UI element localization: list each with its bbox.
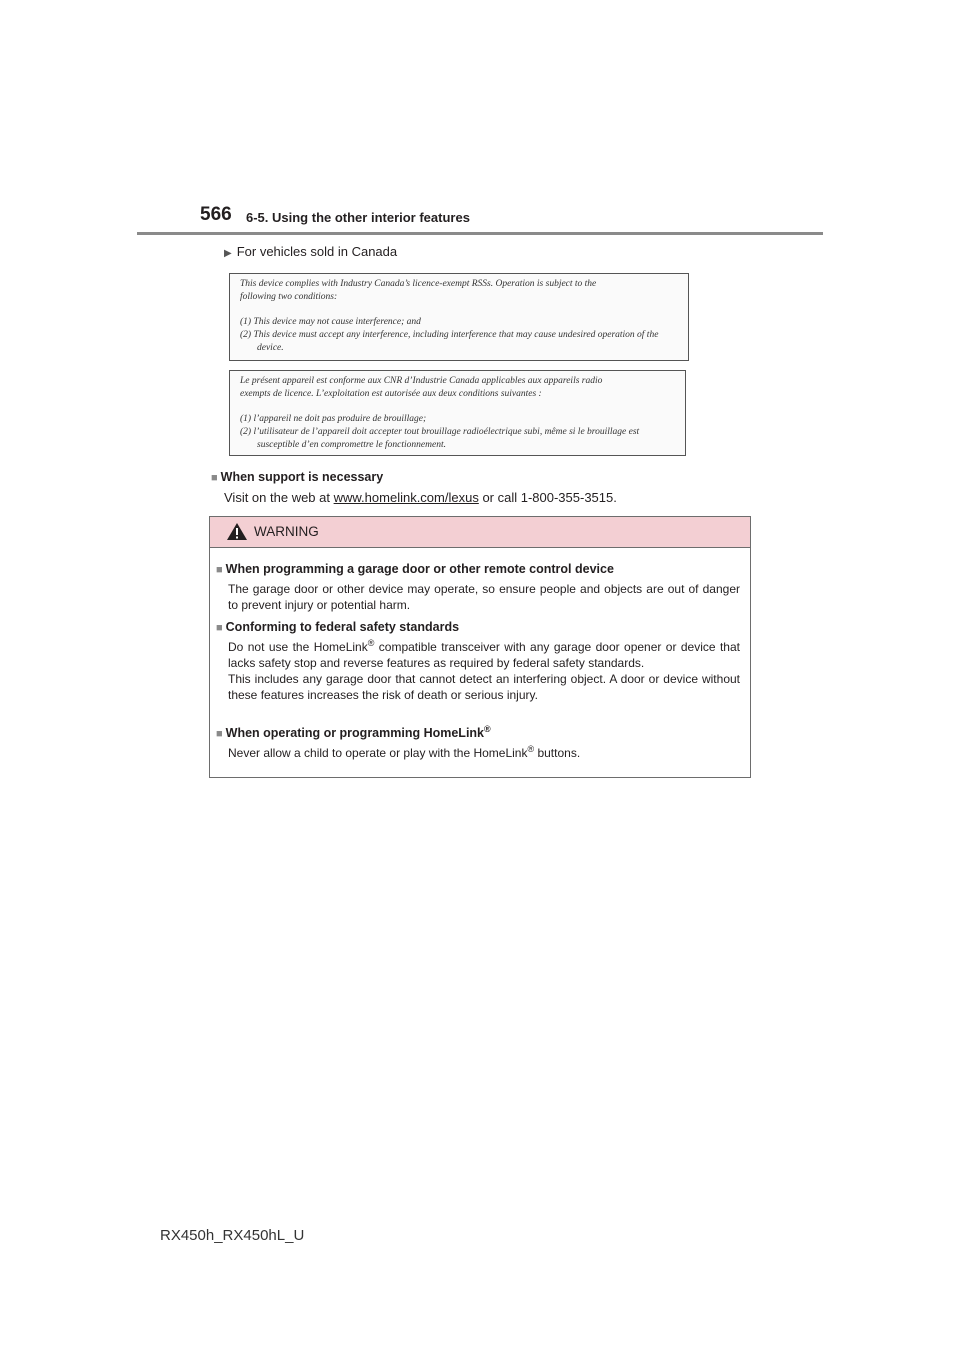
support-heading-text: When support is necessary	[220, 470, 384, 484]
registered-mark: ®	[367, 638, 375, 648]
warning-item-heading: Conforming to federal safety standards	[225, 620, 460, 634]
support-heading	[211, 470, 383, 484]
warning-item-garage-programming	[216, 561, 740, 613]
triangle-right-icon: ▶	[224, 248, 232, 259]
english-compliance-label	[229, 273, 689, 361]
french-label-intro-2: exempts de licence. L’exploitation est autorisée aux deux conditions suivantes :	[240, 389, 542, 399]
canada-heading-text: For vehicles sold in Canada	[236, 244, 398, 259]
body-text: buttons.	[534, 746, 581, 760]
registered-mark: ®	[527, 744, 535, 754]
body-text: Do not use the HomeLink	[228, 640, 368, 654]
warning-item-child-safety	[216, 725, 740, 761]
body-text: Never allow a child to operate or play with the HomeLink	[228, 746, 528, 760]
warning-item-body	[216, 745, 740, 761]
warning-triangle-icon	[226, 522, 248, 546]
warning-title: WARNING	[254, 524, 319, 539]
canada-heading	[224, 244, 397, 259]
warning-item-heading: When operating or programming HomeLink	[225, 726, 484, 740]
registered-mark: ®	[484, 723, 491, 734]
french-label-item-1: (1) l’appareil ne doit pas produire de brouillage;	[240, 414, 427, 424]
warning-item-body: The garage door or other device may operate, so ensure people and objects are out of danger to prevent injury or potential harm.	[228, 582, 740, 612]
warning-item-heading: When programming a garage door or other remote control device	[225, 562, 614, 576]
square-bullet-icon: ■	[216, 728, 223, 740]
french-label-intro-1: Le présent appareil est conforme aux CNR d’Industrie Canada applicables aux appareils radio	[240, 376, 603, 386]
section-title: 6-5. Using the other interior features	[246, 210, 470, 225]
header-rule	[137, 232, 823, 235]
english-label-intro-2: following two conditions:	[240, 292, 338, 302]
square-bullet-icon: ■	[211, 472, 218, 484]
square-bullet-icon: ■	[216, 564, 223, 576]
support-text-before: Visit on the web at	[224, 490, 334, 505]
body-text: compatible transceiver with any garage door opener or device that lacks safety stop and reverse features as required by federal safety standards.	[228, 640, 740, 670]
english-label-item-1: (1) This device may not cause interference; and	[240, 317, 421, 327]
footer-model: RX450h_RX450hL_U	[160, 1227, 305, 1244]
warning-item-body	[216, 639, 740, 671]
support-text-after: or call 1-800-355-3515.	[478, 490, 617, 505]
page-number: 566	[200, 204, 232, 225]
warning-item-federal-standards	[216, 619, 740, 703]
homelink-url-link[interactable]: www.homelink.com/lexus	[333, 490, 479, 505]
warning-header	[210, 517, 750, 548]
warning-item-body-2: This includes any garage door that cannot detect an interfering object. A door or device without these features increases the risk of death or serious injury.	[228, 672, 740, 702]
support-text	[224, 490, 617, 505]
warning-box	[209, 516, 751, 778]
english-label-intro-1: This device complies with Industry Canada’s licence-exempt RSSs. Operation is subject to the	[240, 279, 597, 289]
english-label-item-2: (2) This device must accept any interference, including interference that may cause undesired operation of the device.	[240, 330, 659, 353]
square-bullet-icon: ■	[216, 622, 223, 634]
french-label-item-2: (2) l’utilisateur de l’appareil doit accepter tout brouillage radioélectrique subi, même si le brouillage est susceptible d’en compromettre le fonctionnement.	[240, 427, 640, 450]
french-compliance-label	[229, 370, 686, 456]
